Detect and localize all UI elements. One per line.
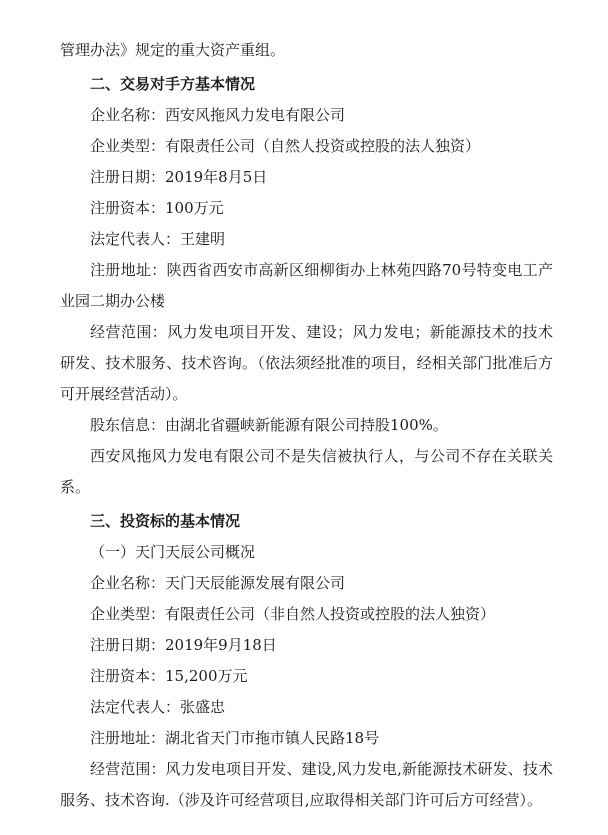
s2-shareholder: 股东信息：由湖北省疆峡新能源有限公司持股100%。	[90, 416, 448, 434]
s3-legal-rep: 法定代表人：张盛忠	[90, 698, 226, 716]
section-3-heading: 三、投资标的基本情况	[90, 512, 241, 530]
s2-company-type: 企业类型：有限责任公司（自然人投资或控股的法人独资）	[90, 137, 481, 155]
s2-legal-rep: 法定代表人：王建明	[90, 230, 226, 248]
s3-company-type: 企业类型：有限责任公司（非自然人投资或控股的法人独资）	[90, 605, 496, 623]
s3-business-scope: 经营范围：风力发电项目开发、建设,风力发电,新能源技术研发、技术服务、技术咨询.（涉及许可经营项目,应取得相关部门许可后方可经营）。	[60, 760, 553, 809]
s3-company-name: 企业名称：天门天辰能源发展有限公司	[90, 574, 346, 592]
s2-reg-capital: 注册资本：100万元	[90, 199, 224, 217]
s2-company-name: 企业名称：西安风拖风力发电有限公司	[90, 106, 346, 124]
s3-sub-heading: （一）天门天辰公司概况	[90, 543, 256, 561]
s2-reg-address: 注册地址：陕西省西安市高新区细柳街办上林苑四路70号特变电工产业园二期办公楼	[60, 261, 553, 310]
intro-tail: 管理办法》规定的重大资产重组。	[60, 41, 286, 59]
s2-reg-date: 注册日期：2019年8月5日	[90, 168, 268, 186]
section-2-heading: 二、交易对手方基本情况	[90, 75, 256, 93]
s3-reg-date: 注册日期：2019年9月18日	[90, 636, 277, 654]
s3-reg-address: 注册地址：湖北省天门市拖市镇人民路18号	[90, 729, 380, 747]
s2-business-scope: 经营范围：风力发电项目开发、建设；风力发电；新能源技术的技术研发、技术服务、技术咨询。（依法须经批准的项目，经相关部门批准后方可开展经营活动）。	[60, 323, 553, 403]
s2-statement: 西安风拖风力发电有限公司不是失信被执行人，与公司不存在关联关系。	[60, 447, 553, 496]
s3-reg-capital: 注册资本：15,200万元	[90, 667, 248, 685]
